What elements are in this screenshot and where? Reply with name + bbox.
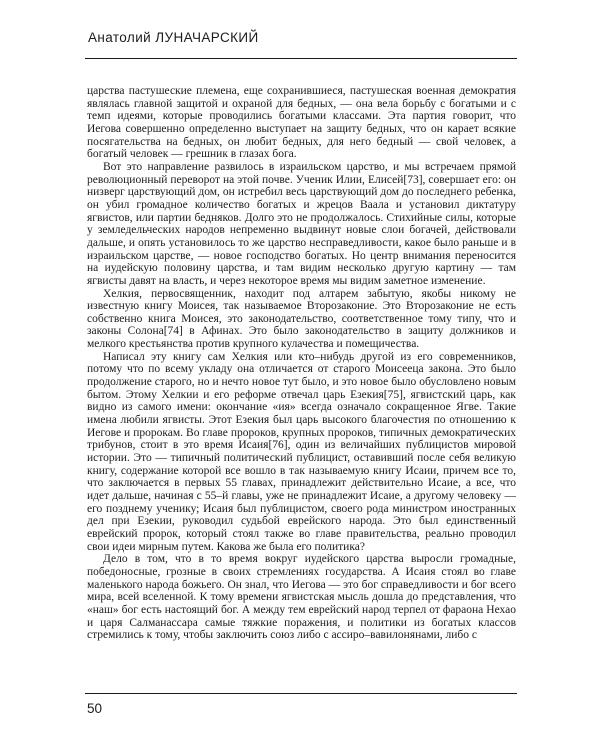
paragraph: царства пастушеские племена, еще сохранившиеся, пастушеская военная демократия являлась главной защитой и охраной для бедных, — она вела борьбу с богатыми и с темп идеями, которые проводились богатыми классами. Эта партия говорит, что Иегова совершенно определенно выступает на защиту бедных, что он карает всякие посягательства на бедных, он любит бедных, для него бедный — свой человек, а богатый человек — грешник в глазах бога.	[87, 85, 516, 161]
header-divider	[85, 58, 517, 59]
paragraph: Дело в том, что в то время вокруг иудейского царства выросли громадные, победоносные, грозные в своих стремлениях государства. А Исаия стоял во главе маленького народа божьего. Он знал, что Иегова — это бог справедливости и бог всего мира, всей вселенной. К тому времени ягвистская мысль дошла до представления, что «наш» бог есть настоящий бог. А между тем еврейский народ терпел от фараона Нехао и царя Салманассара самые тяжкие поражения, и политики из богатых классов стремились к тому, чтобы заключить союз либо с ассиро–вавилонянами, либо с	[87, 553, 516, 642]
body-text	[87, 85, 516, 642]
page-number: 50	[87, 701, 103, 716]
paragraph: Написал эту книгу сам Хелкия или кто–нибудь другой из его современников, потому что по всему укладу она отличается от старого Моисееца закона. Это было продолжение старого, но и нечто новое тут было, и это новое было обусловлено новым бытом. Этому Хелкии и его реформе отвечал царь Езекия[75], ягвистский царь, как видно из самого имени: окончание «ия» всегда означало сокращенное Ягве. Такие имена любили ягвисты. Этот Езекия был царь высокого благочестия по отношению к Иегове и пророкам. Во главе пророков, крупных пророков, типичных демократических трибунов, стоит в это время Исаия[76], один из величайших публицистов мировой истории. Это — типичный политический публицист, оставивший после себя великую книгу, содержание которой все вошло в так называемую книгу Исаии, причем все то, что заключается в первых 55 главах, принадлежит действительно Исаие, а все, что идет дальше, начиная с 55–й главы, уже не принадлежит Исаие, а другому человеку —его позднему ученику; Исаия был публицистом, своего рода министром иностранных дел при Езекии, руководил судьбой еврейского народа. Это был единственный еврейский пророк, который стоял также во главе правительства, реально проводил свои идеи мирным путем. Какова же была его политика?	[87, 350, 516, 553]
paragraph: Вот это направление развилось в израильском царство, и мы встречаем прямой революционный переворот на этой почве. Ученик Илии, Елисей[73], совершает его: он низверг царствующий дом, он истребил весь царствующий дом до последнего ребенка, он убил громадное количество богатых и жрецов Ваала и установил диктатуру ягвистов, или партии бедняков. Долго это не продолжалось. Стихийные силы, которые у земледельческих народов непременно выдвинут новые слои богачей, действовали дальше, и опять установилось то же царство несправедливости, какое было раньше и в израильском царстве, — новое господство богатых. Но центр внимания переносится на иудейскую половину царства, и там видим несколько другую картину — там ягвисты давят на власть, и через некоторое время мы видим заметное изменение.	[87, 160, 516, 287]
footer-divider	[85, 693, 517, 694]
author-header: Анатолий ЛУНАЧАРСКИЙ	[88, 30, 259, 45]
paragraph: Хелкия, первосвященник, находит под алтарем забытую, якобы никому не известную книгу Моисея, так называемое Второзаконие. Это Второзаконие не есть собственно книга Моисея, это законодательство, соответственное тому типу, что и законы Солона[74] в Афинах. Это было законодательство в защиту должников и мелкого крестьянства против крупного кулачества и помещичества.	[87, 287, 516, 351]
